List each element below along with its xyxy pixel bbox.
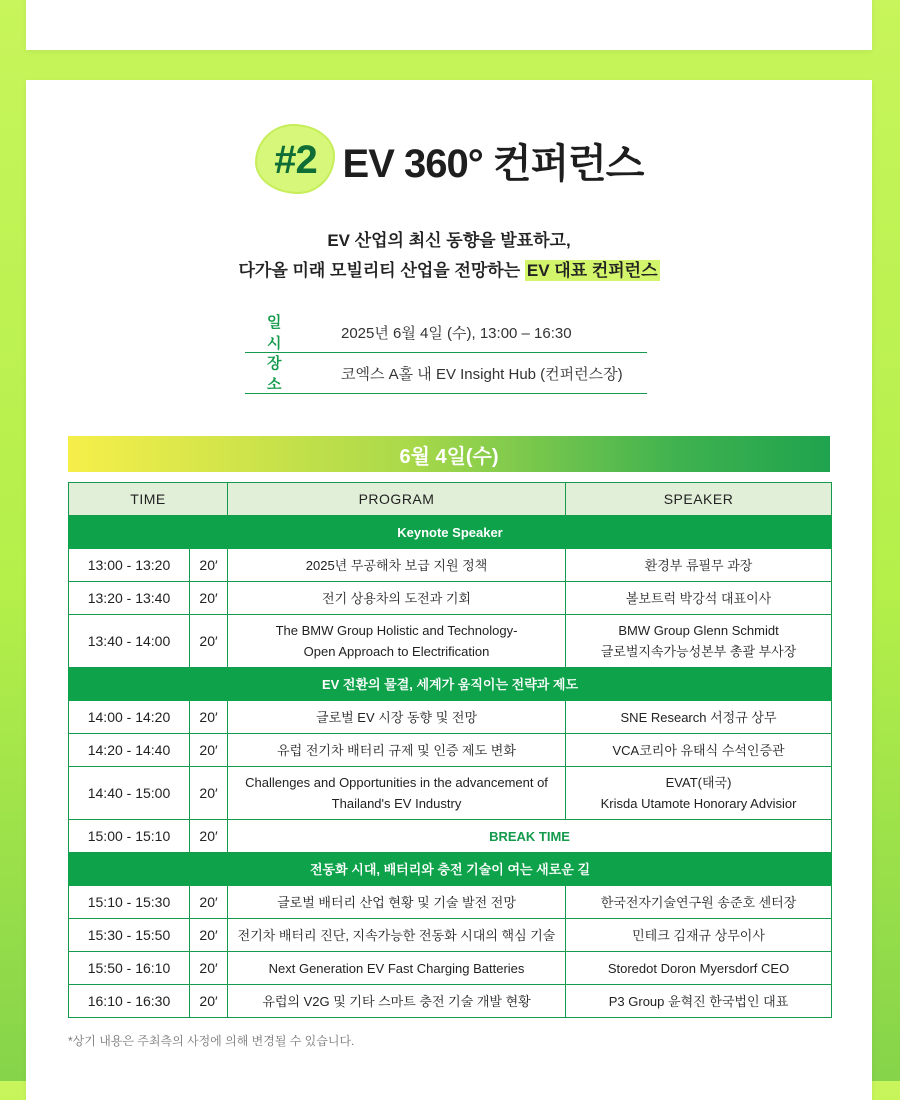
row-program: 글로벌 EV 시장 동향 및 전망 [228,701,566,734]
number-badge [255,124,337,196]
row-duration: 20′ [190,549,228,582]
table-row [69,919,832,952]
row-duration: 20′ [190,985,228,1018]
info-row-date [245,312,647,353]
row-speaker [566,767,832,820]
description [26,226,872,286]
section-header-row [69,853,832,886]
description-line-2-text: 다가올 미래 모빌리티 산업을 전망하는 [238,261,525,280]
info-value-venue: 코엑스 A홀 내 EV Insight Hub (컨퍼런스장) [341,365,623,383]
row-duration: 20′ [190,919,228,952]
row-program: 글로벌 배터리 산업 현황 및 기술 발전 전망 [228,886,566,919]
title-area [26,122,872,198]
row-time: 15:10 - 15:30 [69,886,190,919]
day-title: 6월 4일(수) [399,445,499,468]
disclaimer-note: *상기 내용은 주최측의 사정에 의해 변경될 수 있습니다. [68,1034,355,1048]
description-highlight: EV 대표 컨퍼런스 [526,261,658,280]
table-row [69,734,832,767]
row-time: 16:10 - 16:30 [69,985,190,1018]
event-info [245,312,647,394]
row-duration: 20′ [190,952,228,985]
row-program: Next Generation EV Fast Charging Batteries [228,952,566,985]
table-row [69,767,832,820]
row-speaker: 한국전자기술연구원 송준호 센터장 [566,886,832,919]
row-duration: 20′ [190,582,228,615]
row-duration: 20′ [190,820,228,853]
info-value-date: 2025년 6월 4일 (수), 13:00 – 16:30 [341,324,572,342]
info-label-date: 일시 [267,314,310,352]
table-header-row [69,483,832,516]
row-program-line-1: Challenges and Opportunities in the advancement of [245,775,548,790]
row-duration: 20′ [190,615,228,668]
row-program: 2025년 무공해차 보급 지원 정책 [228,549,566,582]
row-time: 15:30 - 15:50 [69,919,190,952]
row-speaker-line-1: EVAT(태국) [665,775,732,790]
row-program-line-2: Open Approach to Electrification [303,644,490,659]
row-speaker: VCA코리아 유태식 수석인증관 [566,734,832,767]
row-speaker-line-1: BMW Group Glenn Schmidt [618,623,779,638]
previous-card [26,0,872,50]
row-time: 15:50 - 16:10 [69,952,190,985]
row-time: 14:40 - 15:00 [69,767,190,820]
row-time: 14:20 - 14:40 [69,734,190,767]
day-banner [68,436,830,472]
row-duration: 20′ [190,701,228,734]
table-row [69,952,832,985]
conference-card [26,80,872,1100]
table-row-break [69,820,832,853]
row-duration: 20′ [190,767,228,820]
header-program: PROGRAM [228,483,566,516]
header-time: TIME [69,483,228,516]
row-time: 13:00 - 13:20 [69,549,190,582]
section-header-row [69,668,832,701]
row-program: 전기 상용차의 도전과 기회 [228,582,566,615]
table-row [69,549,832,582]
header-speaker: SPEAKER [566,483,832,516]
row-program [228,615,566,668]
section-title: 전동화 시대, 배터리와 충전 기술이 여는 새로운 길 [69,853,832,886]
row-speaker: P3 Group 윤혁진 한국법인 대표 [566,985,832,1018]
row-speaker [566,615,832,668]
row-speaker: 환경부 류필무 과장 [566,549,832,582]
badge-number: #2 [274,137,317,182]
table-row [69,582,832,615]
row-time: 15:00 - 15:10 [69,820,190,853]
row-program: 유럽 전기차 배터리 규제 및 인증 제도 변화 [228,734,566,767]
row-program: 유럽의 V2G 및 기타 스마트 충전 기술 개발 현황 [228,985,566,1018]
section-header-row [69,516,832,549]
description-line-2 [26,256,872,286]
table-row [69,701,832,734]
description-line-1: EV 산업의 최신 동향을 발표하고, [327,231,571,250]
row-program [228,767,566,820]
row-duration: 20′ [190,886,228,919]
row-speaker-line-2: 글로벌지속가능성본부 총괄 부사장 [600,644,797,659]
row-program: 전기차 배터리 진단, 지속가능한 전동화 시대의 핵심 기술 [228,919,566,952]
row-time: 14:00 - 14:20 [69,701,190,734]
row-time: 13:20 - 13:40 [69,582,190,615]
row-time: 13:40 - 14:00 [69,615,190,668]
row-program-line-1: The BMW Group Holistic and Technology- [275,623,518,638]
info-label-venue: 장소 [267,355,310,393]
section-title: Keynote Speaker [69,516,832,549]
schedule-table [68,482,832,1018]
row-speaker: SNE Research 서정규 상무 [566,701,832,734]
table-row [69,615,832,668]
row-program-line-2: Thailand's EV Industry [331,796,462,811]
page-title: EV 360° 컨퍼런스 [342,141,644,186]
row-speaker: Storedot Doron Myersdorf CEO [566,952,832,985]
section-title: EV 전환의 물결, 세계가 움직이는 전략과 제도 [69,668,832,701]
table-row [69,886,832,919]
table-row [69,985,832,1018]
row-speaker: 볼보트럭 박강석 대표이사 [566,582,832,615]
info-row-venue [245,353,647,394]
row-duration: 20′ [190,734,228,767]
break-time-label: BREAK TIME [228,820,832,853]
row-speaker-line-2: Krisda Utamote Honorary Advisior [600,796,797,811]
row-speaker: 민테크 김재규 상무이사 [566,919,832,952]
